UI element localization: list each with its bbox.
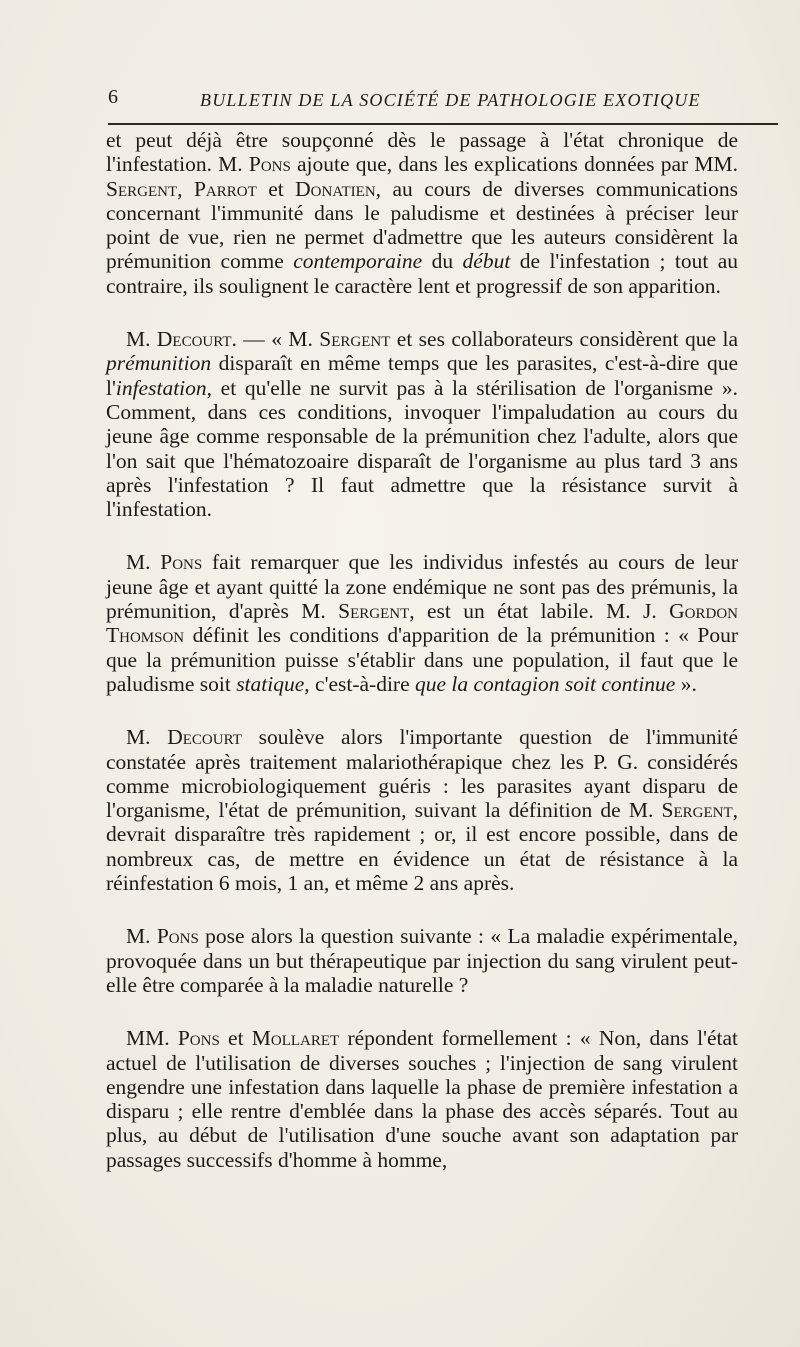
text-run: M. [126,327,157,352]
text-run: et [256,176,296,201]
author-name: Pons [248,152,291,177]
author-name: Decourt [156,327,232,352]
author-name: Decourt [167,725,242,750]
text-run: répondent formellement : « Non, dans l'état actuel de l'utilisation de diverses souches ; l'injection de sang virulent engendre une infestation dans laquelle la phase de première infestation a disparu ; elle rentre d'emblée dans la phase des accès séparés. Tout au plus, au début de l'utilisation d'une souche avant son adaptation par passages successifs d'homme à homme, [106,1026,738,1172]
text-run: MM. [126,1026,178,1051]
author-name: Gordon Thomson [106,599,739,648]
text-run: , c'est-à-dire [304,671,415,696]
author-name: Sergent [106,176,178,201]
text-run: ». [675,671,697,696]
author-name: Sergent [319,327,391,352]
text-run: , [177,176,194,201]
emphasis-text: statique [236,671,305,696]
text-run: et ses collaborateurs considèrent que la [390,327,738,352]
author-name: Pons [160,550,203,575]
author-name: Donatien [295,176,376,201]
author-name: Mollaret [251,1026,340,1051]
paragraph [106,1026,738,1172]
text-run: , au cours de diverses communications concernant l'immunité dans le paludisme et destinées à préciser leur point de vue, rien ne permet d'admettre que les auteurs considèrent la prémunition comme [106,176,738,274]
paragraph [106,725,738,895]
text-run: , est un état labile. M. J. [409,599,670,624]
author-name: Parrot [193,176,257,201]
text-run: du [422,249,463,274]
paragraph [106,327,738,521]
author-name: Pons [177,1026,220,1051]
text-run: ajoute que, dans les explications données par MM. [290,152,738,177]
paragraph [106,924,738,997]
paragraph [106,128,738,298]
text-run: M. [126,725,168,750]
text-run: , et qu'elle ne survit pas à la stérilisation de l'organisme ». Comment, dans ces conditions, invoquer l'impaludation au cours du jeune âge comme responsable de la prémunition chez l'adulte, alors que l'on sait que l'hématozoaire disparaît de l'organisme au plus tard 3 ans après l'infestation ? Il faut admettre que la résistance survit à l'infestation. [106,375,738,522]
author-name: Sergent [338,599,410,624]
text-run: pose alors la question suivante : « La maladie expérimentale, provoquée dans un but thérapeutique par injection du sang virulent peut-elle être comparée à la maladie naturelle ? [106,924,738,997]
text-run: , devrait disparaître très rapidement ; or, il est encore possible, dans de nombreux cas, de mettre en évidence un état de résistance à la réinfestation 6 mois, 1 an, et même 2 ans après. [106,798,738,896]
text-run: et [219,1026,252,1051]
page-number: 6 [108,86,118,108]
text-run: disparaît en même temps que les parasites, c'est-à-dire que l' [106,351,738,400]
text-run: fait remarquer que les individus infestés au cours de leur jeune âge et ayant quitté la zone endémique ne sont pas des prémunis, la prémunition, d'après M. [106,550,738,624]
emphasis-text: prémunition [106,351,212,376]
text-run: soulève alors l'importante question de l'immunité constatée après traitement malariothérapique chez les P. G. considérés comme microbiologiquement guéris : les parasites ayant disparu de l'organisme, l'état de prémunition, suivant la définition de M. [106,725,738,823]
author-name: Sergent [661,798,733,823]
text-run: M. [126,550,161,575]
header-rule [108,123,778,125]
emphasis-text: que la contagion soit continue [415,671,676,696]
text-run: M. [126,924,157,949]
emphasis-text: début [462,249,511,274]
paragraph [106,550,738,696]
body-text [106,128,738,1201]
emphasis-text: contemporaine [293,249,423,274]
running-head: BULLETIN DE LA SOCIÉTÉ DE PATHOLOGIE EXOTIQUE [200,90,701,110]
text-run: . — « M. [231,327,320,352]
text-run: de l'infestation ; tout au contraire, ils soulignent le caractère lent et progressif de son apparition. [106,249,739,298]
author-name: Pons [156,924,199,949]
text-run: définit les conditions d'apparition de la prémunition : « Pour que la prémunition puisse s'établir dans une population, il faut que le paludisme soit [106,623,738,696]
emphasis-text: infestation [115,375,207,400]
text-run: et peut déjà être soupçonné dès le passage à l'état chronique de l'infestation. M. [106,128,738,177]
page-header [108,86,780,116]
